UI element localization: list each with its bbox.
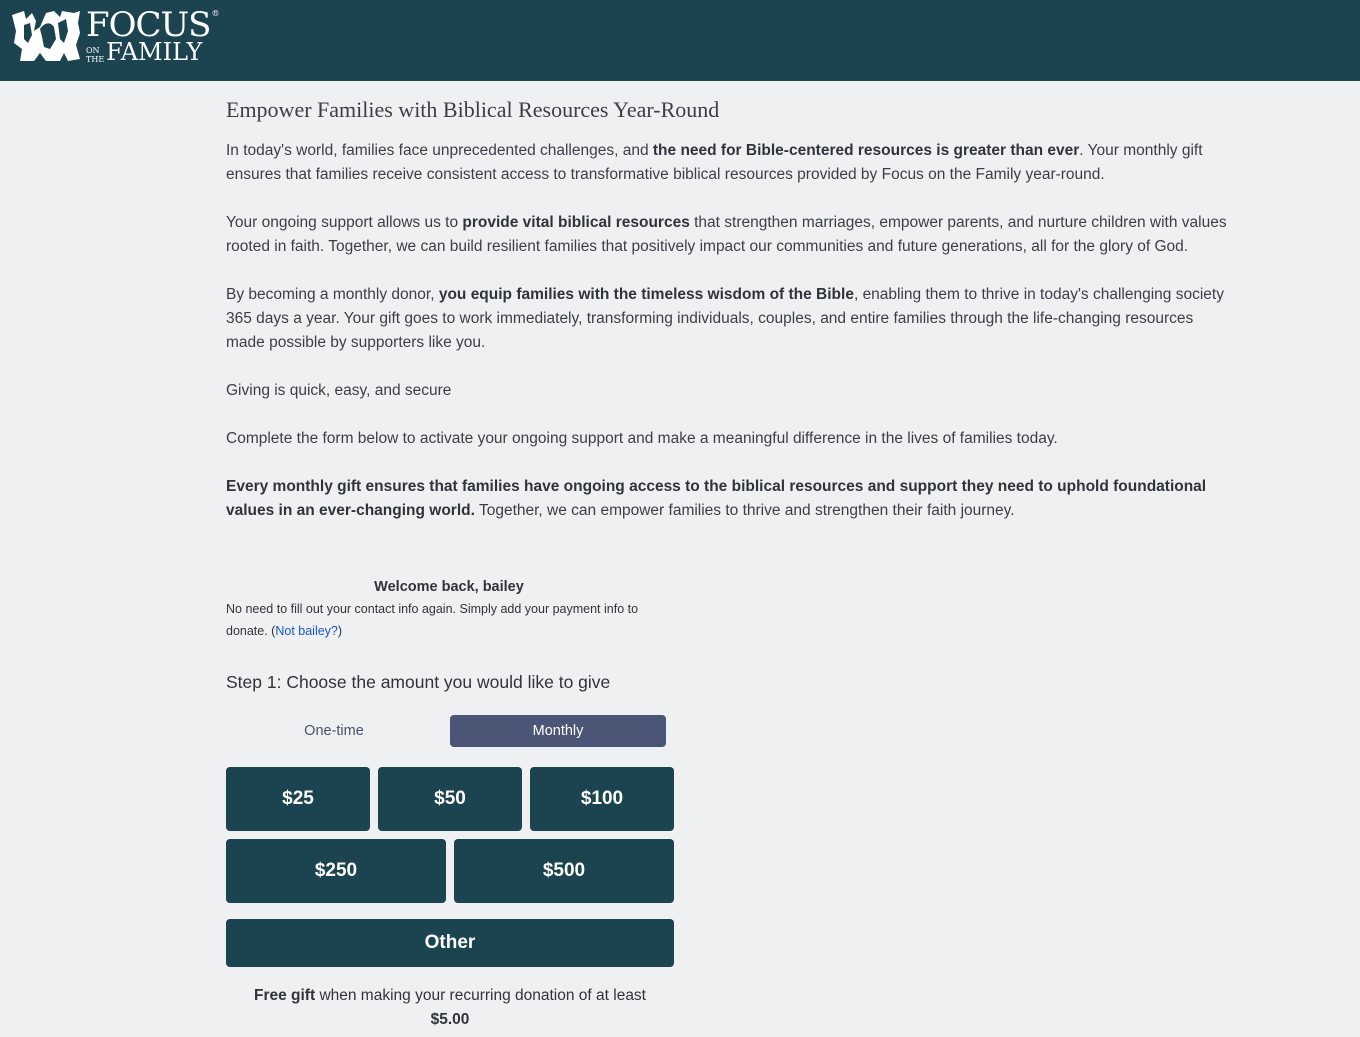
not-user-link[interactable]: Not bailey? bbox=[275, 624, 338, 638]
gift-minimum-amount: $5.00 bbox=[430, 1011, 470, 1028]
intro-paragraph-1: In today's world, families face unprecedented challenges, and the need for Bible-centered resources is greater than ever. Your monthly gift ensures that families receive consistent access to transformative biblical resources provided by Focus on the Family year-round. bbox=[226, 142, 1203, 183]
other-amount-button[interactable]: Other bbox=[226, 919, 674, 967]
logo-wordmark bbox=[86, 5, 219, 66]
site-header bbox=[0, 0, 1360, 81]
logo-family-text: FAMILY bbox=[106, 38, 203, 66]
intro-paragraph-4: Giving is quick, easy, and secure bbox=[226, 382, 452, 399]
family-silhouette-icon bbox=[10, 9, 82, 63]
donation-form bbox=[226, 576, 674, 1028]
welcome-title: Welcome back, bailey bbox=[374, 579, 524, 595]
intro-paragraph-5: Complete the form below to activate your ongoing support and make a meaningful difference in the lives of families today. bbox=[226, 430, 1058, 447]
amount-500-button[interactable]: $500 bbox=[454, 839, 674, 903]
intro-content bbox=[226, 95, 1236, 547]
free-gift-notice: Free gift when making your recurring donation of at least $5.00 bbox=[253, 987, 646, 1028]
one-time-tab[interactable]: One-time bbox=[304, 723, 364, 739]
welcome-message: No need to fill out your contact info again. Simply add your payment info to donate. (Not bailey?) bbox=[226, 602, 639, 638]
page-title: Empower Families with Biblical Resources Year-Round bbox=[226, 97, 720, 122]
registered-mark: ® bbox=[211, 9, 219, 18]
amount-50-button[interactable]: $50 bbox=[378, 767, 522, 831]
intro-paragraph-2: Your ongoing support allows us to provide vital biblical resources that strengthen marriages, empower parents, and nurture children with values rooted in faith. Together, we can build resilient families that positively impact our communities and future generations, all for the glory of God. bbox=[226, 214, 1227, 255]
amount-250-button[interactable]: $250 bbox=[226, 839, 446, 903]
step1-title: Step 1: Choose the amount you would like to give bbox=[226, 672, 611, 692]
logo-focus-text: FOCUS ® bbox=[86, 5, 219, 45]
intro-paragraph-3: By becoming a monthly donor, you equip families with the timeless wisdom of the Bible, enabling them to thrive in today's challenging society 365 days a year. Your gift goes to work immediately, transforming individuals, couples, and entire families through the life-changing resources made possible by supporters like you. bbox=[226, 286, 1224, 351]
monthly-tab[interactable]: Monthly bbox=[450, 715, 666, 747]
intro-paragraph-6: Every monthly gift ensures that families have ongoing access to the biblical resources and support they need to uphold foundational values in an ever-changing world. Together, we can empower families to thrive and strengthen their faith journey. bbox=[226, 478, 1207, 519]
frequency-toggle bbox=[226, 715, 666, 747]
amount-25-button[interactable]: $25 bbox=[226, 767, 370, 831]
logo-on-the: ON THE bbox=[86, 46, 105, 64]
focus-on-the-family-logo[interactable] bbox=[10, 5, 219, 66]
amount-100-button[interactable]: $100 bbox=[530, 767, 674, 831]
